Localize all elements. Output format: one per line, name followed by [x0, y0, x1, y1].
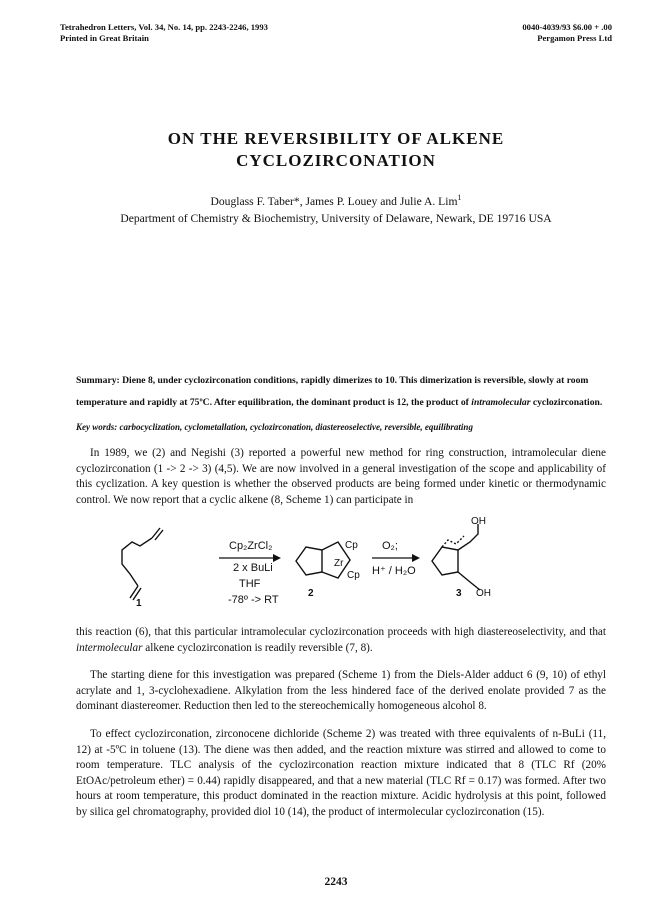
hydroxyl-2: OH	[476, 588, 491, 599]
paragraph-4: To effect cyclozirconation, zirconocene dichloride (Scheme 2) was treated with three equivalents of n-BuLi (11, 12) at -5ºC in toluene (13). The diene was then added, and the reaction mixture was stirred and allowed to come to room temperature. TLC analysis of the cyclozirconation reaction mixture indicated that 8 (TLC Rf (20% EtOAc/petroleum ether) = 0.44) rapidly disappeared, and that a new material (TLC Rf = 0.17) was formed. After two hours at room temperature, this product dominated in the reaction mixture. Acidic hydrolysis at this point, followed by silica gel chromatography, provided diol 10 (14), the product of intermolecular cyclozirconation (15).	[76, 728, 606, 818]
keywords: Key words: carbocyclization, cyclometallation, cyclozirconation, diastereoselective, reversible, equilibrating	[76, 422, 473, 432]
journal-citation: Tetrahedron Letters, Vol. 34, No. 14, pp. 2243-2246, 1993	[60, 22, 268, 32]
reagent-oxygen: O₂;	[382, 540, 398, 552]
zr-atom: Zr	[334, 558, 344, 569]
paragraph-1: In 1989, we (2) and Negishi (3) reported a powerful new method for ring construction, intramolecular diene cyclozirconation (1 -> 2 -> 3) (4,5). We are now involved in a general investigation of the scope and applicability of this cyclization. A key question is whether the observed products are being formed under kinetic or thermodynamic control. We now report that a cyclic alkene (8, Scheme 1) can participate in	[76, 447, 606, 506]
summary-label: Summary:	[76, 375, 120, 386]
diol-structure	[432, 524, 480, 590]
hydroxyl-1: OH	[471, 516, 486, 527]
compound-label-2: 2	[308, 588, 314, 599]
compound-label-3: 3	[456, 588, 462, 599]
title-line-2: CYCLOZIRCONATION	[236, 151, 436, 170]
authors	[0, 193, 672, 208]
paragraph-2-text: this reaction (6), that this particular intramolecular cyclozirconation proceeds with high diastereoselectivity, and that	[76, 626, 606, 638]
reagent-buli: 2 x BuLi	[233, 562, 273, 574]
arrowhead-1	[273, 554, 281, 562]
publisher: Pergamon Press Ltd	[537, 33, 612, 43]
paragraph-2-end: alkene cyclozirconation is readily reversible (7, 8).	[145, 641, 373, 654]
arrowhead-2	[412, 554, 420, 562]
paragraph-3: The starting diene for this investigation was prepared (Scheme 1) from the Diels-Alder adduct 6 (9, 10) of ethyl acrylate and 1, 3-cyclohexadiene. Alkylation from the less hindered face of the derived enolate provided 7 as the dominant diastereomer. Reduction then led to the stereochemically homogeneous alcohol 8.	[76, 669, 606, 713]
price-code: 0040-4039/93 $6.00 + .00	[522, 22, 612, 32]
cp-ligand-1: Cp	[345, 540, 358, 551]
summary-text: Diene 8, under cyclozirconation conditions, rapidly dimerizes to 10. This dimerization is reversible, slowly at room temperature and rapidly at 75ºC. After equilibration, the dominant product is 12, the product of	[76, 375, 589, 408]
printed-note: Printed in Great Britain	[60, 33, 149, 43]
affiliation: Department of Chemistry & Biochemistry, University of Delaware, Newark, DE 19716 USA	[120, 212, 552, 225]
cp-ligand-2: Cp	[347, 570, 360, 581]
reagent-cp2zrcl2: Cp₂ZrCl₂	[229, 540, 273, 552]
paragraph-2-italic: intermolecular	[76, 641, 143, 654]
summary	[76, 370, 606, 414]
reagent-acid-water: H⁺ / H₂O	[372, 565, 416, 577]
author-names: Douglass F. Taber*, James P. Louey and Julie A. Lim	[210, 194, 458, 208]
page-number: 2243	[324, 876, 348, 888]
reagent-thf: THF	[239, 578, 261, 590]
author-footnote: 1	[457, 193, 462, 202]
reagent-temperature: -78º -> RT	[228, 594, 279, 606]
summary-end: cyclozirconation.	[532, 397, 603, 408]
diene-structure	[122, 528, 163, 600]
summary-italic: intramolecular	[471, 397, 531, 408]
reaction-scheme	[76, 516, 606, 616]
compound-label-1: 1	[136, 598, 142, 609]
paragraph-2	[76, 625, 606, 656]
title-line-1: ON THE REVERSIBILITY OF ALKENE	[167, 129, 505, 148]
